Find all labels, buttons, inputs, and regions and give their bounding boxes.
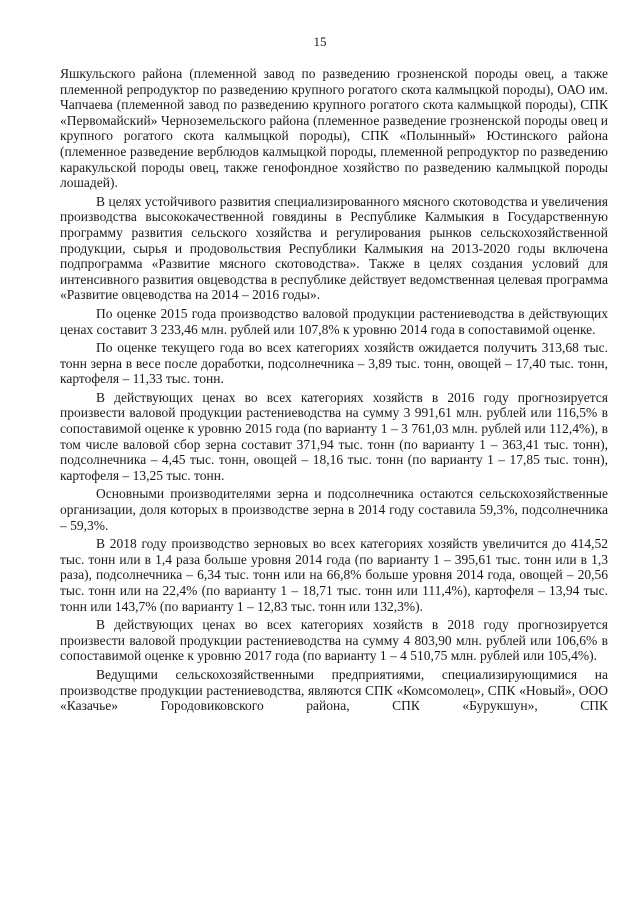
document-body xyxy=(60,66,608,717)
paragraph-crop-production-2015: По оценке 2015 года производство валовой продукции растениеводства в действующих ценах составит 3 233,46 млн. рублей или 107,8% к уровню 2014 года в сопоставимой оценке. xyxy=(60,305,608,337)
paragraph-main-producers: Основными производителями зерна и подсолнечника остаются сельскохозяйственные организации, доля которых в производстве зерна в 2014 году составила 59,3%, подсолнечника – 59,3%. xyxy=(60,486,608,533)
paragraph-meat-cattle-program: В целях устойчивого развития специализированного мясного скотоводства и увеличения производства высококачественной говядины в Республике Калмыкия в Государственную программу развития сельского хозяйства и регулирования рынков сельскохозяйственной продукции, сырья и продовольствия Республики Калмыкия на 2013-2020 годы включена подпрограмма «Развитие мясного скотоводства». Также в целях создания условий для интенсивного развития овцеводства в республике действует ведомственная целевая программа «Развитие овцеводства на 2014 – 2016 годы». xyxy=(60,193,608,303)
paragraph-leading-enterprises: Ведущими сельскохозяйственными предприятиями, специализирующимися на производстве продукции растениеводства, являются СПК «Комсомолец», СПК «Новый», ООО «Казачье» Городовиковского района, СПК «Бурукшун», СПК xyxy=(60,666,608,714)
paragraph-forecast-2016: В действующих ценах во всех категориях хозяйств в 2016 году прогнозируется произвести валовой продукции растениеводства на сумму 3 991,61 млн. рублей или 116,5% в сопоставимой оценке к уровню 2015 года (по варианту 1 – 3 761,03 млн. рублей или 112,4%), в том числе валовой сбор зерна составит 371,94 тыс. тонн (по варианту 1 – 363,41 тыс. тонн), подсолнечника – 4,45 тыс. тонн, овощей – 18,16 тыс. тонн (по варианту 1 – 17,85 тыс. тонн), картофеля – 13,25 тыс. тонн. xyxy=(60,389,608,483)
paragraph-breeding-farms: Яшкульского района (племенной завод по разведению грозненской породы овец, а также племенной репродуктор по разведению крупного рогатого скота калмыцкой породы), ОАО им. Чапчаева (племенной завод по разведению крупного рогатого скота калмыцкой породы), СПК «Первомайский» Черноземельского района (племенное разведение грозненской породы овец и крупного рогатого скота калмыцкой породы), СПК «Полынный» Юстинского района (племенное разведение верблюдов калмыцкой породы, племенной репродуктор по разведению каракульской породы овец, также генофондное хозяйство по разведению калмыцкой породы лошадей). xyxy=(60,66,608,191)
page-number: 15 xyxy=(313,34,327,49)
paragraph-forecast-2018-value: В действующих ценах во всех категориях хозяйств в 2018 году прогнозируется произвести валовой продукции растениеводства на сумму 4 803,90 млн. рублей или 106,6% в сопоставимой оценке к уровню 2017 года (по варианту 1 – 4 510,75 млн. рублей или 105,4%). xyxy=(60,617,608,664)
paragraph-current-year-harvest: По оценке текущего года во всех категориях хозяйств ожидается получить 313,68 тыс. тонн зерна в весе после доработки, подсолнечника – 3,89 тыс. тонн, овощей – 17,40 тыс. тонн, картофеля – 11,33 тыс. тонн. xyxy=(60,340,608,387)
paragraph-forecast-2018-volumes: В 2018 году производство зерновых во всех категориях хозяйств увеличится до 414,52 тыс. тонн или в 1,4 раза больше уровня 2014 года (по варианту 1 – 395,61 тыс. тонн или в 1,3 раза), подсолнечника – 6,34 тыс. тонн или на 66,8% больше уровня 2014 года, овощей – 20,56 тыс. тонн или на 22,4% (по варианту 1 – 18,71 тыс. тонн или 111,4%), картофеля – 13,94 тыс. тонн или 143,7% (по варианту 1 – 12,83 тыс. тонн или 132,3%). xyxy=(60,536,608,614)
